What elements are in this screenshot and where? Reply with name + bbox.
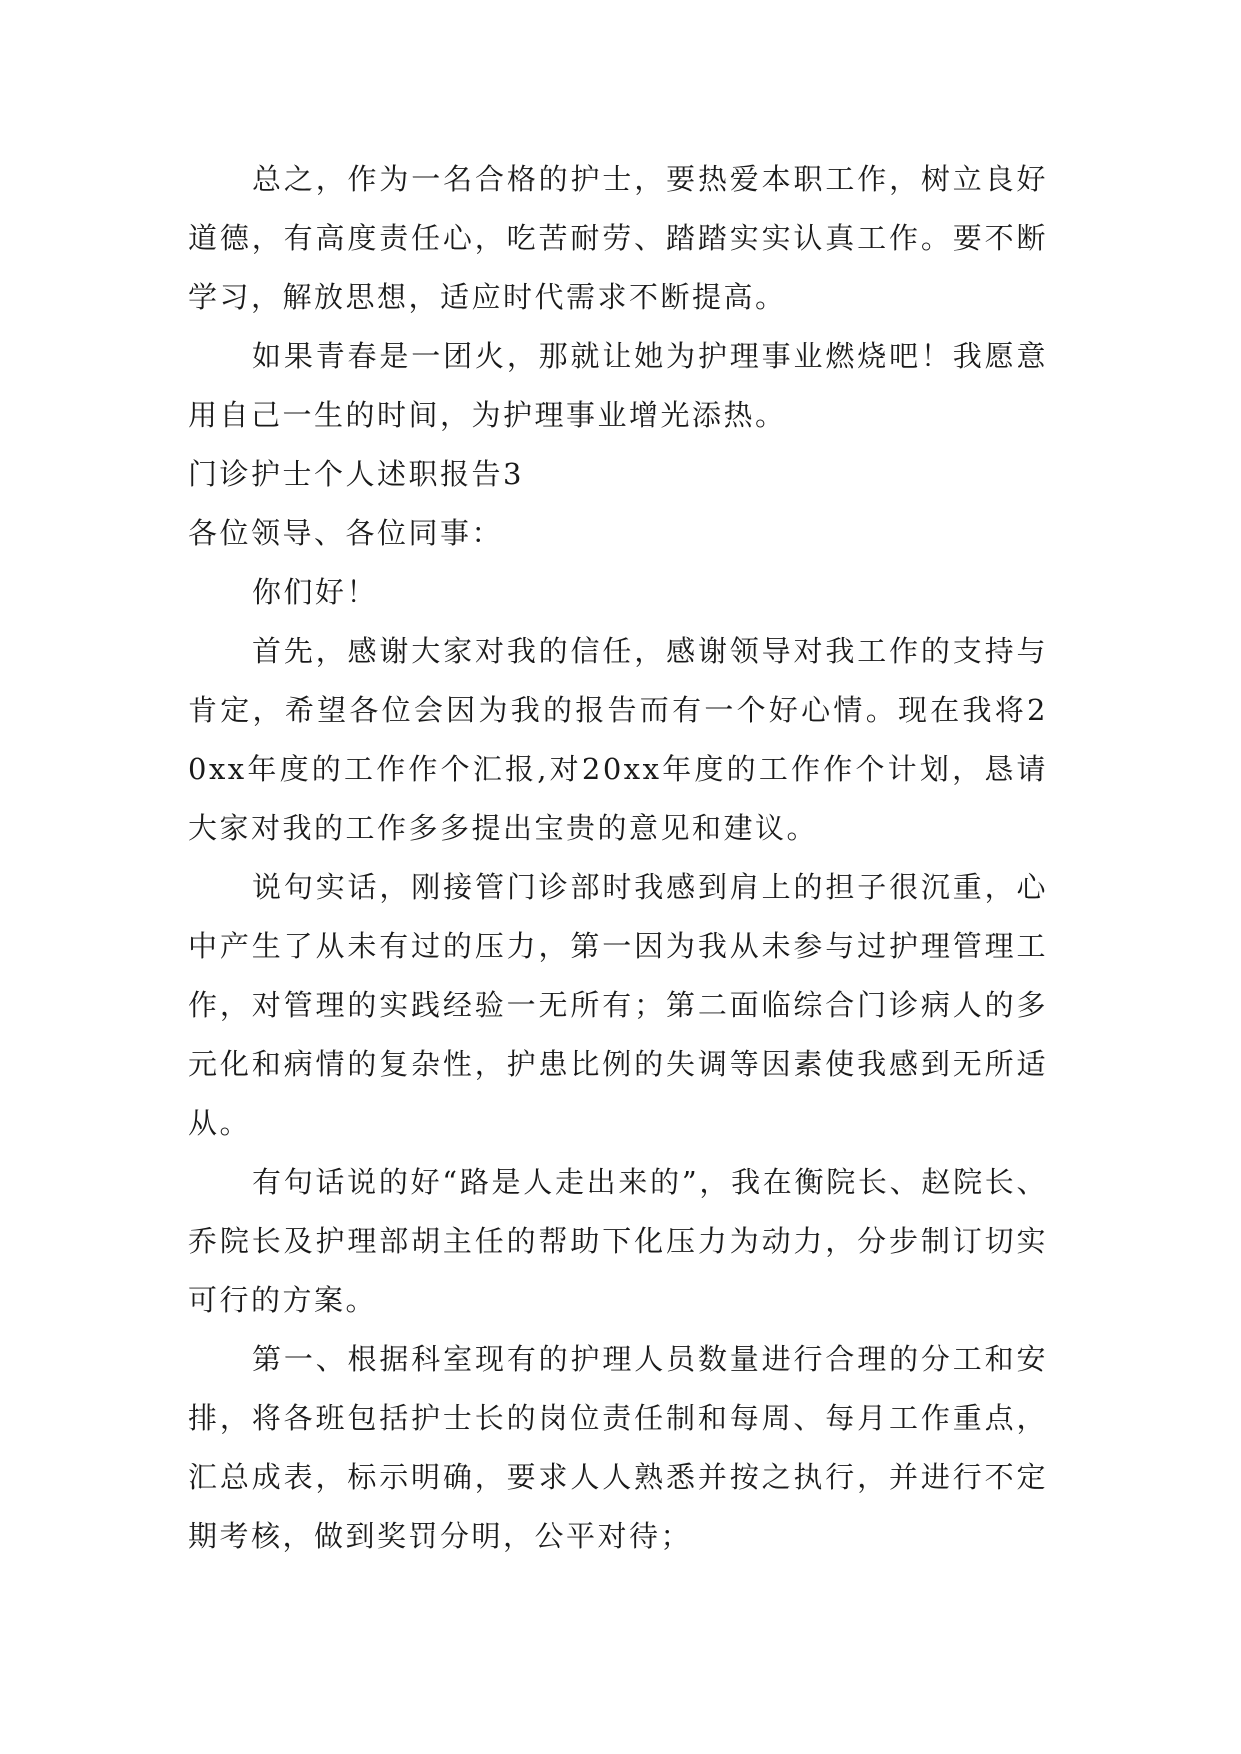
paragraph-first-measure: 第一、根据科室现有的护理人员数量进行合理的分工和安排，将各班包括护士长的岗位责任制和每周、每月工作重点，汇总成表，标示明确，要求人人熟悉并按之执行，并进行不定期考核，做到奖罚分明，公平对待；	[188, 1342, 1048, 1553]
paragraph-plan: 有句话说的好“路是人走出来的”，我在衡院长、赵院长、乔院长及护理部胡主任的帮助下化压力为动力，分步制订切实可行的方案。	[188, 1165, 1048, 1317]
paragraph-pressure: 说句实话，刚接管门诊部时我感到肩上的担子很沉重，心中产生了从未有过的压力，第一因为我从未参与过护理管理工作，对管理的实践经验一无所有；第二面临综合门诊病人的多元化和病情的复杂性，护患比例的失调等因素使我感到无所适从。	[188, 870, 1048, 1140]
paragraph-conclusion: 总之，作为一名合格的护士，要热爱本职工作，树立良好道德，有高度责任心，吃苦耐劳、踏踏实实认真工作。要不断学习，解放思想，适应时代需求不断提高。	[188, 162, 1048, 314]
document-body	[188, 150, 1048, 1566]
paragraph-thanks: 首先，感谢大家对我的信任，感谢领导对我工作的支持与肯定，希望各位会因为我的报告而有一个好心情。现在我将20xx年度的工作作个汇报,对20xx年度的工作作个计划，恳请大家对我的工作多多提出宝贵的意见和建议。	[188, 634, 1048, 845]
paragraph-youth: 如果青春是一团火，那就让她为护理事业燃烧吧！我愿意用自己一生的时间，为护理事业增光添热。	[188, 339, 1048, 432]
greeting: 你们好！	[252, 575, 379, 609]
salutation: 各位领导、各位同事：	[188, 516, 504, 550]
section-title: 门诊护士个人述职报告3	[188, 457, 524, 491]
